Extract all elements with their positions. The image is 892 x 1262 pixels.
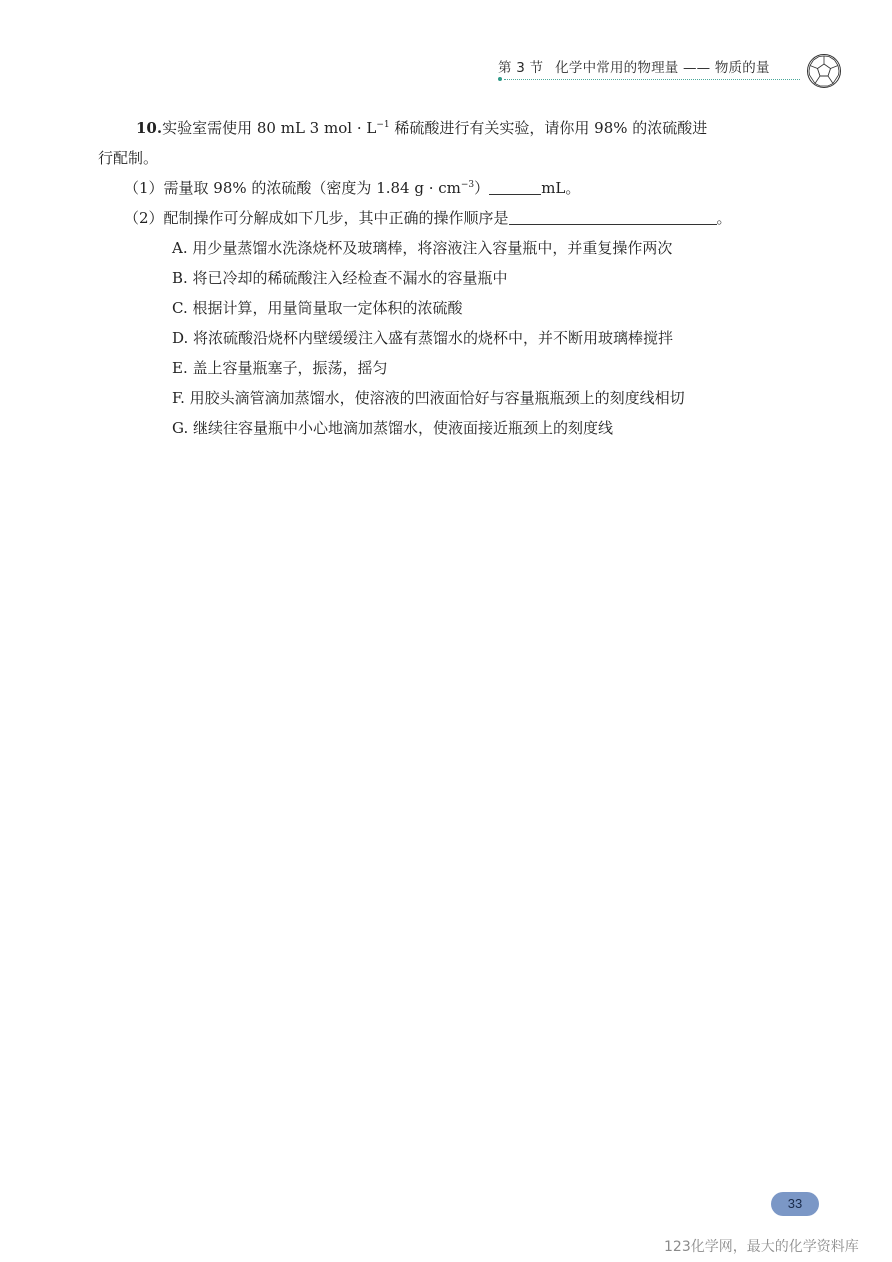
question-stem-text-2: 稀硫酸进行有关实验，请你用 98% 的浓硫酸进 [389,119,708,137]
running-header [498,56,804,80]
section-number: 第 3 节 [498,60,544,76]
answer-blank-1[interactable] [489,180,541,195]
sub-question-1-exponent: −3 [460,180,475,190]
question-number: 10. [136,119,163,137]
question-stem-exponent: −1 [376,120,390,130]
sub-question-1-text: （1）需量取 98% 的浓硫酸（密度为 1.84 g · cm [124,179,461,197]
option-c: C. 根据计算，用量筒量取一定体积的浓硫酸 [172,299,463,317]
sub-question-1-close: ） [474,179,490,197]
fullerene-ball-icon [806,53,842,89]
sub-question-2-end: 。 [716,209,732,227]
sub-question-1-unit: mL。 [541,179,581,197]
option-a: A. 用少量蒸馏水洗涤烧杯及玻璃棒，将溶液注入容量瓶中，并重复操作两次 [172,239,673,257]
option-d: D. 将浓硫酸沿烧杯内壁缓缓注入盛有蒸馏水的烧杯中，并不断用玻璃棒搅拌 [172,329,674,347]
page-number-badge: 33 [771,1192,819,1216]
question-stem-text-1: 实验室需使用 80 mL 3 mol · L [162,119,377,137]
option-e: E. 盖上容量瓶塞子，振荡，摇匀 [172,359,388,377]
option-g: G. 继续往容量瓶中小心地滴加蒸馏水，使液面接近瓶颈上的刻度线 [172,419,613,437]
sub-question-1 [124,178,580,198]
option-f: F. 用胶头滴管滴加蒸馏水，使溶液的凹液面恰好与容量瓶瓶颈上的刻度线相切 [172,389,685,407]
sub-question-2-text: （2）配制操作可分解成如下几步，其中正确的操作顺序是 [124,209,509,227]
section-title: 化学中常用的物理量 —— 物质的量 [555,60,770,76]
header-rule-dot [498,77,502,81]
question-stem-line2: 行配制。 [98,149,159,167]
answer-blank-2[interactable] [509,210,717,225]
option-b: B. 将已冷却的稀硫酸注入经检查不漏水的容量瓶中 [172,269,508,287]
question-stem [136,118,707,138]
watermark-text: 123化学网，最大的化学资料库 [664,1239,859,1255]
header-rule [504,79,800,80]
sub-question-2 [124,208,732,228]
